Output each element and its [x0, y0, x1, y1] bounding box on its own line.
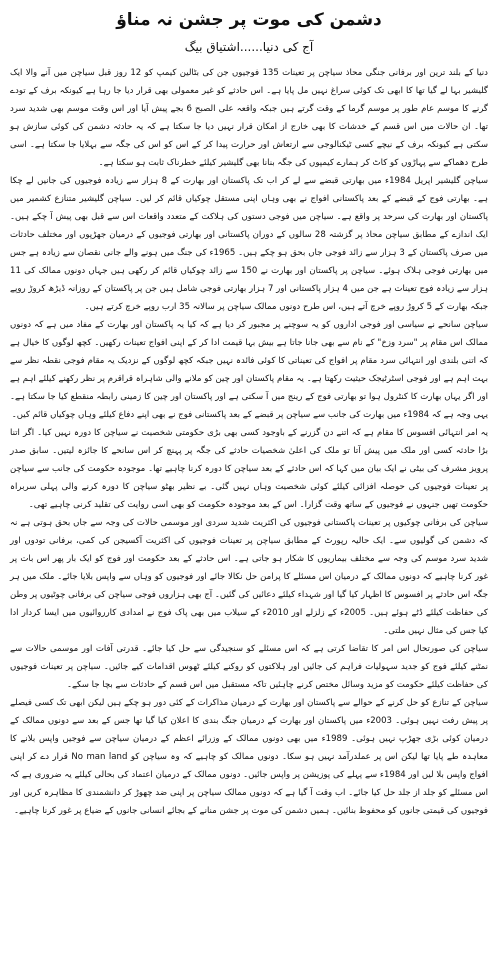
article-paragraph: سیاچن کے تنازع کو حل کرنے کے حوالے سے پاکستان اور بھارت کے درمیان مذاکرات کے کئی دور ہو چکے ہیں لیکن ابھی تک کسی فیصلے پر پیش رفت نہیں ہوئی۔ 2003ء میں پاکستان اور بھارت کے درمیان جنگ بندی کا اعلان کیا گیا تھا جس کے بعد سے دونوں ممالک کے درمیان کوئی بڑی جھڑپ نہیں ہوئی۔ 1989ء میں بھی دونوں ممالک کے وزرائے اعظم کے درمیان سیاچن سے فوجیں واپس بلانے کا معاہدہ طے پایا تھا لیکن اس پر عملدرآمد نہیں ہو سکا۔ دونوں ممالک کو چاہیے کہ وہ سیاچن کو No man land قرار دے کر اپنی افواج واپس بلا لیں اور 1984ء سے پہلے کی پوزیشن پر واپس جائیں۔ دونوں ممالک کے درمیان اعتماد کی بحالی کیلئے یہ ضروری ہے کہ اس مسئلے کو جلد از جلد حل کیا جائے۔ اب وقت آ گیا ہے کہ دونوں ممالک سیاچن پر اپنی ضد چھوڑ کر دانشمندی کا مظاہرہ کریں اور فوجیوں کی قیمتی جانوں کو محفوظ بنائیں۔ ہمیں دشمن کی موت پر جشن منانے کے بجائے انسانی جانوں کے ضیاع پر غور کرنا چاہیے۔ [10, 698, 489, 816]
article-paragraph: سیاچن سانحے نے سیاسی اور فوجی اداروں کو یہ سوچنے پر مجبور کر دیا ہے کہ کیا یہ پاکستان اور بھارت کے مفاد میں ہے کہ دونوں ممالک اس مقام پر "سرد وزخ" کے نام سے بھی جانا جاتا ہے بیش بہا قیمت ادا کر کے اپنی افواج تعینات رکھیں۔ کچھ لوگوں کا خیال ہے کہ اتنی بلندی اور انتہائی سرد مقام پر افواج کی تعیناتی کا کوئی فائدہ نہیں جبکہ کچھ لوگوں کے نزدیک یہ مقام فوجی نقطہ نظر سے بہت اہم ہے اور فوجی اسٹرٹیجک حیثیت رکھتا ہے۔ یہ مقام پاکستان اور چین کو ملانے والی شاہراہ قراقرم پر نظر رکھنے کیلئے اہم ہے اور اگر یہاں بھارت کا کنٹرول ہوا تو بھارتی فوج کے رینج میں آ سکتی ہے اور پاکستان اور چین کا زمینی رابطہ منقطع کیا جا سکتا ہے۔ یہی وجہ ہے کہ 1984ء میں بھارت کی جانب سے سیاچن پر قبضے کے بعد پاکستانی فوج نے بھی اپنے دفاع کیلئے وہاں چوکیاں قائم کیں۔ [10, 320, 488, 420]
article-paragraph: سیاچن کی برفانی چوکیوں پر تعینات پاکستانی فوجیوں کی اکثریت شدید سردی اور موسمی حالات کی وجہ سے جاں بحق ہوتی ہے نہ کہ دشمن کی گولیوں سے۔ ایک حالیہ رپورٹ کے مطابق سیاچن پر تعینات فوجیوں کی اکثریت آکسیجن کی کمی، برفانی تودوں اور شدید سرد موسم کی وجہ سے مختلف بیماریوں کا شکار ہو جاتی ہے۔ اس حادثے کے بعد حکومت اور فوج کو ایک بار پھر اس بات پر غور کرنا چاہیے کہ دونوں ممالک کے درمیان اس مسئلے کا پرامن حل نکالا جائے اور فوجیوں کو وہاں سے واپس بلایا جائے۔ ملک میں ہر جگہ اس حادثے پر افسوس کا اظہار کیا گیا اور شہداء کیلئے دعائیں کی گئیں۔ آج بھی ہزاروں فوجی سیاچن کی برفانی چوٹیوں پر وطن کی حفاظت کیلئے ڈٹے ہوئے ہیں۔ 2005ء کے زلزلے اور 2010ء کے سیلاب میں بھی پاک فوج نے امدادی کارروائیوں میں ایسا کردار ادا کیا جس کی مثال نہیں ملتی۔ [10, 518, 488, 636]
article-paragraph: یہ امر انتہائی افسوس کا مقام ہے کہ اتنے دن گزرنے کے باوجود کسی بھی بڑی حکومتی شخصیت نے سیاچن کا دورہ نہیں کیا۔ اگر اتنا بڑا حادثہ کسی اور ملک میں پیش آتا تو ملک کی اعلیٰ شخصیات حادثے کی جگہ پر پہنچ کر اس سانحے کا جائزہ لیتیں۔ سابق صدر پرویز مشرف کی بیٹی نے ایک بیان میں کہا کہ اس حادثے کے بعد سیاچن کا دورہ کرنا چاہیے تھا۔ موجودہ حکومت کی جانب سے سیاچن پر تعینات فوجیوں کی حوصلہ افزائی کیلئے کوئی شخصیت وہاں نہیں گئی۔ بے نظیر بھٹو سیاچن کا دورہ کرنے والی پہلی سربراہ حکومت تھیں جنہوں نے فوجیوں کے ساتھ وقت گزارا۔ اس کے بعد موجودہ حکومت کو بھی اسی روایت کی تقلید کرنی چاہیے تھی۔ [10, 428, 488, 510]
article-paragraph: سیاچن گلیشیر اپریل 1984ء میں بھارتی قبضے سے لے کر اب تک پاکستان اور بھارت کے 8 ہزار سے زیادہ فوجیوں کی جانیں لے چکا ہے۔ بھارتی فوج کے قبضے کے بعد پاکستانی افواج نے بھی وہاں اپنی مستقل چوکیاں قائم کر لیں۔ سیاچن گلیشیر متنازع کشمیر میں پاکستان اور بھارت کی سرحد پر واقع ہے۔ سیاچن میں فوجی دستوں کی ہلاکت کے متعدد واقعات اس سے قبل بھی پیش آ چکے ہیں۔ ایک اندازے کے مطابق سیاچن محاذ پر گزشتہ 28 سالوں کے دوران پاکستانی اور بھارتی فوجیوں کے درمیان جھڑپوں اور مختلف حادثات میں صرف پاکستان کے 3 ہزار سے زائد فوجی جاں بحق ہو چکے ہیں۔ 1965ء کی جنگ میں ہونے والے جانی نقصان سے زیادہ ہے جس میں بھارتی فوجی ہلاک ہوئے۔ سیاچن پر پاکستان اور بھارت نے 150 سے زائد چوکیاں قائم کر رکھی ہیں جہاں دونوں ممالک کی 11 ہزار سے زیادہ فوج تعینات ہے جن میں 4 ہزار پاکستانی اور 7 ہزار بھارتی فوجی شامل ہیں جن پر پاکستان کے روزانہ ڈیڑھ کروڑ روپے جبکہ بھارت کے 5 کروڑ روپے خرچ آتے ہیں، اس طرح دونوں ممالک سیاچن پر سالانہ 35 ارب روپے خرچ کرتے ہیں۔ [10, 176, 489, 312]
article-byline: آج کی دنیا......اشتیاق بیگ [184, 40, 314, 54]
article-headline: دشمن کی موت پر جشن نہ مناؤ [116, 10, 382, 30]
article-paragraph: سیاچن کی صورتحال اس امر کا تقاضا کرتی ہے کہ اس مسئلے کو سنجیدگی سے حل کیا جائے۔ قدرتی آفات اور موسمی حالات سے نمٹنے کیلئے فوج کو جدید سہولیات فراہم کی جائیں اور ہلاکتوں کو روکنے کیلئے ٹھوس اقدامات کیے جائیں۔ سیاچن پر تعینات فوجیوں کی حفاظت کیلئے حکومت کو مزید وسائل مختص کرنے چاہئیں تاکہ مستقبل میں اس قسم کے حادثات سے بچا جا سکے۔ [10, 644, 488, 690]
article-paragraph: دنیا کے بلند ترین اور برفانی جنگی محاذ سیاچن پر تعینات 135 فوجیوں جن کی بٹالین کیمپ کو 12 روز قبل سیاچن میں آنے والا ایک گلیشیر بہا لے گیا تھا کا ابھی تک کوئی سراغ نہیں مل پایا ہے۔ اس حادثے کو غیر معمولی بھی قرار دیا جا رہا ہے کیونکہ برف کے تودے گرنے کا موسم عام طور پر موسم گرما کے وقت گرتے ہیں جبکہ واقعہ علی الصبح 6 بجے پیش آیا اور اس وقت موسم بھی شدید سرد تھا۔ ان حالات میں اس قسم کے خدشات کا بھی خارج از امکان قرار نہیں دیا جا سکتا ہے کہ یہ حادثہ دشمن کی کوئی سازش ہو سکتی ہے کیونکہ برف کے نیچے کسی ٹیکنالوجی سے ارتعاش اور حرارت پیدا کر کے اس کو اس کی جگہ سے بہلایا جا سکتا ہے۔ اسی طرح دھماکے سے پہاڑوں کو کاٹ کر ہمارے کیمپوں کی جگہ بنانا بھی گلیشیر کیلئے خطرناک ثابت ہو سکتا ہے۔ [10, 68, 489, 168]
